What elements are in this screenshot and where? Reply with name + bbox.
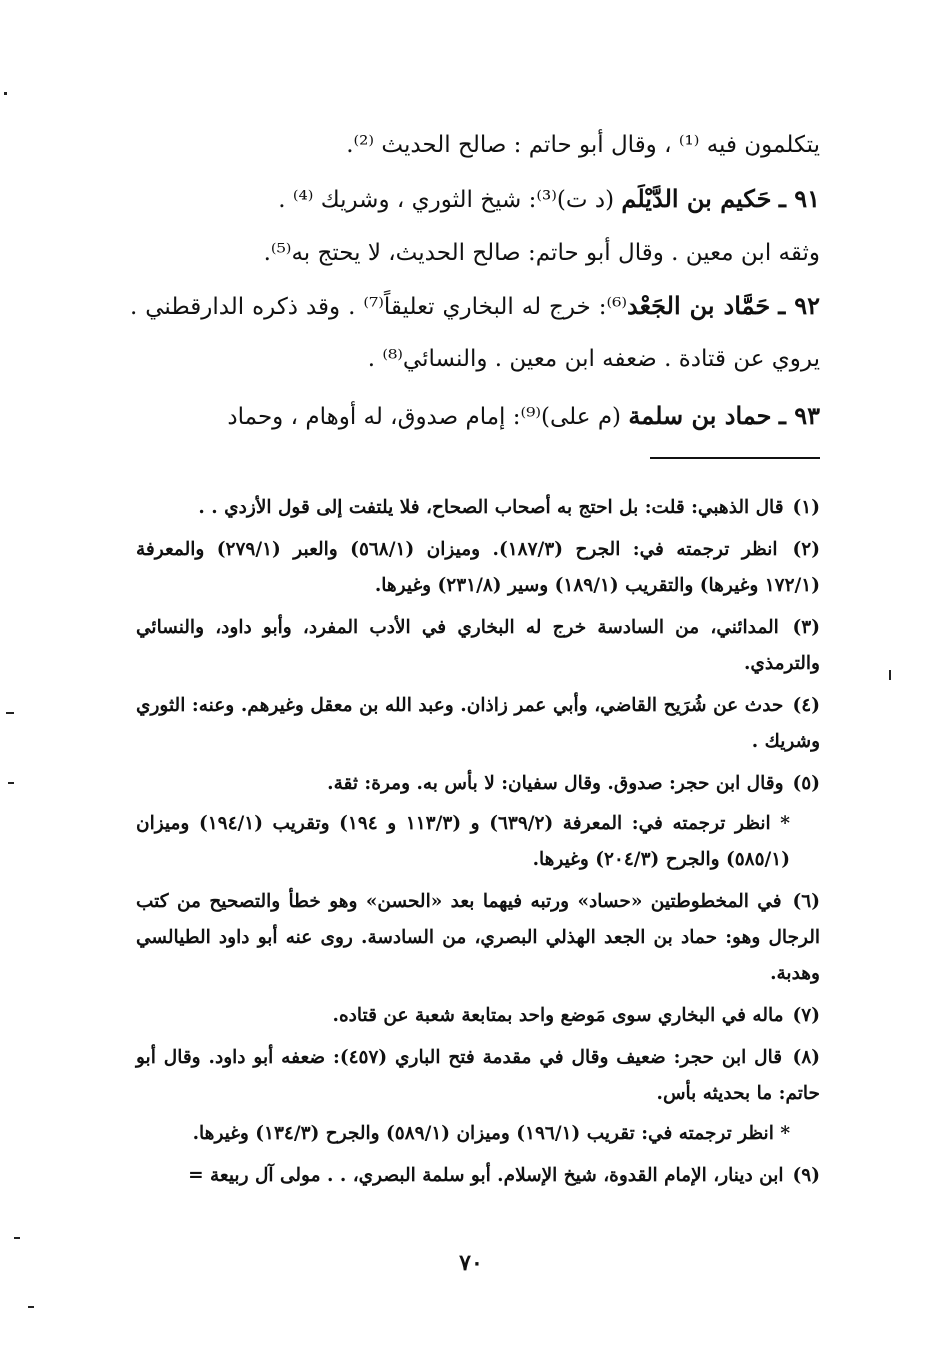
- footnote-asterisk: *: [780, 1123, 790, 1144]
- entry-91-number: ٩١ ـ: [778, 184, 820, 213]
- footnote-text: ماله في البخاري سوى مَوضع واحد بمتابعة شعبة عن قتاده.: [332, 1005, 784, 1026]
- footnote-text: انظر ترجمته في: الجرح (١٨٧/٣). وميزان (٥٦٨/١) والعبر (٢٧٩/١) والمعرفة (١٧٢/١ وغيرها) والتقريب (١٨٩/١) وسير (٢٣١/٨) وغيرها.: [136, 539, 820, 596]
- footnote-8-sources: [136, 1116, 820, 1152]
- scan-speck: [889, 670, 891, 680]
- entry-91-continuation: [130, 226, 820, 280]
- line-continuation: [130, 118, 820, 172]
- footnote-text: انظر ترجمته في: تقريب (١٩٦/١) وميزان (٥٨٩/١) والجرح (١٣٤/٣) وغيرها.: [192, 1123, 774, 1144]
- footnote-text: حدث عن شُرَيح القاضي، وأبي عمر زاذان. وعبد الله بن معقل وغيرهم. وعنه: الثوري وشريك .: [136, 695, 820, 752]
- scan-speck: [14, 1237, 20, 1239]
- footnote-text: وقال ابن حجر: صدوق. وقال سفيان: لا بأس به. ومرة: ثقة.: [327, 773, 784, 794]
- entry-91-name: حَكيم بن الدَّيْلَم: [621, 184, 772, 213]
- entry-92-text: ⁽⁶⁾: خرج له البخاري تعليقاً⁽⁷⁾ . وقد ذكره الدارقطني . يروي عن قتادة . ضعفه ابن معين . والنسائي⁽⁸⁾ .: [130, 294, 820, 372]
- footnote-7: [136, 998, 820, 1034]
- footnote-3: [136, 610, 820, 682]
- footnote-marker: (٤): [792, 695, 820, 716]
- entry-93-name: حماد بن سلمة: [628, 401, 772, 430]
- line-continuation-text: يتكلمون فيه ⁽¹⁾ ، وقال أبو حاتم : صالح الحديث ⁽²⁾.: [346, 132, 820, 158]
- footnote-9: [136, 1158, 820, 1194]
- footnote-text: المدائني، من السادسة خرج له البخاري في الأدب المفرد، وأبو داود، والنسائي والترمذي.: [136, 617, 820, 674]
- entry-92-number: ٩٢ ـ: [778, 291, 820, 320]
- footnote-marker: (٦): [792, 891, 820, 912]
- entry-93-text: (م على)⁽⁹⁾: إمام صدوق، له أوهام ، وحماد: [227, 404, 629, 430]
- entry-92-name: حَمَّاد بن الجَعْد: [627, 291, 771, 320]
- footnote-2: [136, 532, 820, 604]
- footnote-asterisk: *: [780, 813, 790, 834]
- footnote-6: [136, 884, 820, 992]
- footnote-marker: (٩): [792, 1165, 820, 1186]
- footnote-8: [136, 1040, 820, 1112]
- footnote-5: [136, 766, 820, 802]
- footnote-text: قال ابن حجر: ضعيف وقال في مقدمة فتح الباري (٤٥٧): ضعفه أبو داود. وقال أبو حاتم: ما بحديثه بأس.: [136, 1047, 820, 1104]
- footnote-4: [136, 688, 820, 760]
- footnote-text: في المخطوطتين «حساد» ورتبه فيهما بعد «الحسن» وهو خطأ والتصحيح من كتب الرجال وهو: حماد بن الجعد الهذلي البصري، من السادسة. روى عنه أبو داود الطيالسي وهدبة.: [136, 891, 820, 984]
- footnote-marker: (٥): [792, 773, 820, 794]
- scan-speck: [8, 782, 14, 784]
- footnotes: [136, 490, 820, 1200]
- footnote-text: ابن دينار، الإمام القدوة، شيخ الإسلام. أبو سلمة البصري، . . مولى آل ربيعة =: [188, 1165, 784, 1186]
- footnote-marker: (٣): [792, 617, 820, 638]
- footnote-text: انظر ترجمته في: المعرفة (٦٣٩/٢) و (١١٣/٣ و ١٩٤) وتقريب (١٩٤/١) وميزان (٥٨٥/١) والجرح (٢٠٤/٣) وغيرها.: [136, 813, 790, 870]
- main-text: [130, 118, 820, 443]
- entry-91-continuation-text: وثقه ابن معين . وقال أبو حاتم: صالح الحديث، لا يحتج به⁽⁵⁾.: [263, 240, 820, 266]
- footnote-marker: (١): [792, 497, 820, 518]
- footnote-text: قال الذهبي: قلت: بل احتج به أصحاب الصحاح، فلا يلتفت إلى قول الأزدي . .: [198, 497, 784, 518]
- footnote-marker: (٨): [792, 1047, 821, 1068]
- entry-91: [130, 172, 820, 226]
- entry-93-number: ٩٣ ـ: [778, 401, 820, 430]
- scan-speck: [6, 712, 14, 714]
- footnote-separator: [650, 457, 820, 459]
- entry-91-text: (د ت)⁽³⁾: شيخ الثوري ، وشريك ⁽⁴⁾ .: [278, 187, 622, 213]
- footnote-1: [136, 490, 820, 526]
- footnote-5-sources: [136, 806, 820, 878]
- footnote-marker: (٢): [792, 539, 820, 560]
- footnote-marker: (٧): [792, 1005, 820, 1026]
- entry-92: [130, 280, 820, 385]
- scan-speck: [4, 92, 7, 95]
- scan-speck: [28, 1306, 34, 1308]
- entry-93: [130, 389, 820, 443]
- page-number: ٧٠: [459, 1250, 483, 1276]
